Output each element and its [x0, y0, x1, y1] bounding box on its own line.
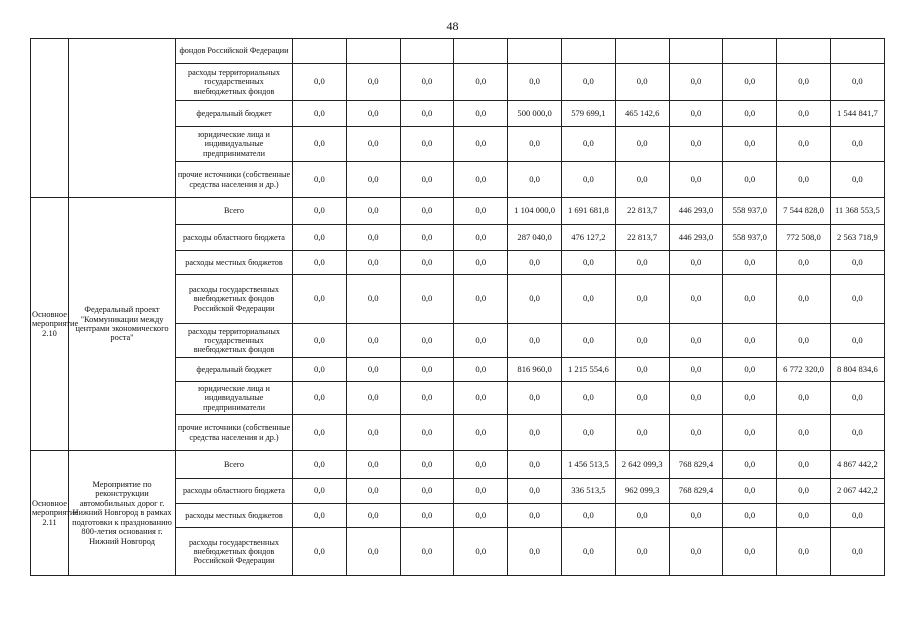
- value-cell: 579 699,1: [561, 101, 615, 127]
- funding-source-cell: расходы местных бюджетов: [176, 251, 293, 275]
- value-cell: 0,0: [830, 528, 884, 576]
- value-cell: 0,0: [293, 415, 347, 451]
- funding-source-cell: федеральный бюджет: [176, 101, 293, 127]
- value-cell: 558 937,0: [723, 198, 777, 225]
- value-cell: 0,0: [293, 251, 347, 275]
- project-name-cell: Мероприятие по реконструкции автомобильных дорог г. Нижний Новгород в рамках подготовки к празднованию 800-летия основания г. Нижний Новгород: [69, 451, 176, 576]
- value-cell: 500 000,0: [508, 101, 562, 127]
- value-cell: 0,0: [346, 275, 400, 324]
- value-cell: 0,0: [561, 415, 615, 451]
- value-cell: [508, 39, 562, 64]
- value-cell: 465 142,6: [615, 101, 669, 127]
- budget-table: [30, 38, 885, 576]
- value-cell: 0,0: [508, 162, 562, 198]
- value-cell: 0,0: [615, 162, 669, 198]
- value-cell: 0,0: [293, 324, 347, 358]
- value-cell: 0,0: [777, 415, 831, 451]
- value-cell: 0,0: [346, 358, 400, 382]
- value-cell: 0,0: [561, 127, 615, 162]
- value-cell: 0,0: [454, 504, 508, 528]
- event-cell: Основное мероприятие 2.11: [31, 451, 69, 576]
- value-cell: 0,0: [777, 275, 831, 324]
- value-cell: 0,0: [346, 162, 400, 198]
- value-cell: 0,0: [830, 127, 884, 162]
- value-cell: 0,0: [615, 275, 669, 324]
- value-cell: 0,0: [830, 275, 884, 324]
- table-row: [31, 39, 885, 64]
- value-cell: 0,0: [508, 479, 562, 504]
- value-cell: 0,0: [454, 382, 508, 415]
- value-cell: 0,0: [669, 528, 723, 576]
- value-cell: 0,0: [723, 415, 777, 451]
- value-cell: 0,0: [669, 358, 723, 382]
- value-cell: [777, 39, 831, 64]
- value-cell: 0,0: [293, 382, 347, 415]
- value-cell: 0,0: [669, 275, 723, 324]
- value-cell: 0,0: [723, 251, 777, 275]
- value-cell: 0,0: [669, 415, 723, 451]
- value-cell: 0,0: [346, 64, 400, 101]
- value-cell: 0,0: [669, 504, 723, 528]
- funding-source-cell: расходы территориальных государственных внебюджетных фондов: [176, 324, 293, 358]
- funding-source-cell: Всего: [176, 451, 293, 479]
- value-cell: 0,0: [454, 479, 508, 504]
- value-cell: 0,0: [615, 415, 669, 451]
- value-cell: [669, 39, 723, 64]
- value-cell: 0,0: [830, 64, 884, 101]
- value-cell: 7 544 828,0: [777, 198, 831, 225]
- funding-source-cell: расходы территориальных государственных внебюджетных фондов: [176, 64, 293, 101]
- value-cell: 0,0: [400, 528, 454, 576]
- value-cell: 0,0: [346, 198, 400, 225]
- funding-source-cell: юридические лица и индивидуальные предприниматели: [176, 382, 293, 415]
- value-cell: 0,0: [508, 504, 562, 528]
- value-cell: 0,0: [723, 324, 777, 358]
- value-cell: 0,0: [454, 127, 508, 162]
- value-cell: 0,0: [454, 451, 508, 479]
- value-cell: 0,0: [669, 324, 723, 358]
- value-cell: 0,0: [615, 528, 669, 576]
- funding-source-cell: Всего: [176, 198, 293, 225]
- value-cell: 0,0: [615, 358, 669, 382]
- value-cell: [615, 39, 669, 64]
- value-cell: 0,0: [346, 251, 400, 275]
- value-cell: 2 067 442,2: [830, 479, 884, 504]
- value-cell: 0,0: [777, 528, 831, 576]
- value-cell: 0,0: [723, 451, 777, 479]
- value-cell: 0,0: [346, 127, 400, 162]
- value-cell: 0,0: [723, 162, 777, 198]
- value-cell: 0,0: [508, 251, 562, 275]
- funding-source-cell: юридические лица и индивидуальные предприниматели: [176, 127, 293, 162]
- value-cell: 0,0: [669, 64, 723, 101]
- value-cell: 1 691 681,8: [561, 198, 615, 225]
- value-cell: 0,0: [454, 225, 508, 251]
- value-cell: 0,0: [777, 451, 831, 479]
- funding-source-cell: расходы государственных внебюджетных фондов Российской Федерации: [176, 528, 293, 576]
- funding-source-cell: федеральный бюджет: [176, 358, 293, 382]
- value-cell: 0,0: [346, 528, 400, 576]
- value-cell: 0,0: [454, 324, 508, 358]
- value-cell: 0,0: [777, 64, 831, 101]
- value-cell: 0,0: [508, 415, 562, 451]
- value-cell: 0,0: [454, 275, 508, 324]
- value-cell: 22 813,7: [615, 198, 669, 225]
- value-cell: [830, 39, 884, 64]
- value-cell: 8 804 834,6: [830, 358, 884, 382]
- value-cell: 0,0: [830, 162, 884, 198]
- value-cell: 0,0: [508, 64, 562, 101]
- value-cell: 0,0: [293, 198, 347, 225]
- value-cell: 0,0: [777, 324, 831, 358]
- value-cell: [293, 39, 347, 64]
- value-cell: 0,0: [615, 64, 669, 101]
- value-cell: 0,0: [777, 382, 831, 415]
- value-cell: 1 456 513,5: [561, 451, 615, 479]
- value-cell: 476 127,2: [561, 225, 615, 251]
- value-cell: 768 829,4: [669, 451, 723, 479]
- funding-source-cell: прочие источники (собственные средства населения и др.): [176, 162, 293, 198]
- value-cell: 4 867 442,2: [830, 451, 884, 479]
- value-cell: 0,0: [508, 382, 562, 415]
- value-cell: 0,0: [723, 358, 777, 382]
- value-cell: 0,0: [400, 415, 454, 451]
- value-cell: 0,0: [561, 251, 615, 275]
- value-cell: 0,0: [830, 504, 884, 528]
- value-cell: 0,0: [508, 275, 562, 324]
- value-cell: 0,0: [293, 358, 347, 382]
- funding-source-cell: расходы государственных внебюджетных фондов Российской Федерации: [176, 275, 293, 324]
- value-cell: 0,0: [723, 528, 777, 576]
- value-cell: 0,0: [669, 382, 723, 415]
- value-cell: 0,0: [400, 382, 454, 415]
- value-cell: 0,0: [561, 324, 615, 358]
- event-cell: [31, 39, 69, 198]
- value-cell: 0,0: [508, 127, 562, 162]
- value-cell: 0,0: [293, 162, 347, 198]
- value-cell: 0,0: [669, 251, 723, 275]
- value-cell: 0,0: [346, 101, 400, 127]
- value-cell: 0,0: [400, 225, 454, 251]
- table-row: [31, 198, 885, 225]
- value-cell: 0,0: [723, 64, 777, 101]
- value-cell: 0,0: [454, 415, 508, 451]
- value-cell: 0,0: [293, 225, 347, 251]
- value-cell: 0,0: [454, 251, 508, 275]
- value-cell: 0,0: [723, 127, 777, 162]
- value-cell: 0,0: [615, 324, 669, 358]
- value-cell: 11 368 553,5: [830, 198, 884, 225]
- value-cell: 0,0: [293, 127, 347, 162]
- funding-source-cell: расходы областного бюджета: [176, 479, 293, 504]
- value-cell: 0,0: [723, 479, 777, 504]
- value-cell: 0,0: [400, 64, 454, 101]
- value-cell: 1 215 554,6: [561, 358, 615, 382]
- value-cell: 22 813,7: [615, 225, 669, 251]
- value-cell: 0,0: [561, 504, 615, 528]
- value-cell: 0,0: [400, 101, 454, 127]
- value-cell: 0,0: [669, 127, 723, 162]
- value-cell: [561, 39, 615, 64]
- value-cell: 0,0: [669, 101, 723, 127]
- value-cell: 0,0: [454, 358, 508, 382]
- event-cell: Основное мероприятие 2.10: [31, 198, 69, 451]
- value-cell: [454, 39, 508, 64]
- value-cell: 0,0: [777, 162, 831, 198]
- value-cell: 0,0: [615, 504, 669, 528]
- value-cell: 0,0: [346, 225, 400, 251]
- funding-source-cell: фондов Российской Федерации: [176, 39, 293, 64]
- table-row: [31, 451, 885, 479]
- value-cell: 446 293,0: [669, 225, 723, 251]
- value-cell: 2 642 099,3: [615, 451, 669, 479]
- value-cell: 0,0: [777, 101, 831, 127]
- value-cell: 0,0: [293, 101, 347, 127]
- funding-source-cell: прочие источники (собственные средства населения и др.): [176, 415, 293, 451]
- page-number: 48: [446, 19, 459, 33]
- value-cell: 0,0: [508, 451, 562, 479]
- value-cell: 0,0: [777, 504, 831, 528]
- value-cell: 0,0: [830, 415, 884, 451]
- value-cell: 0,0: [777, 479, 831, 504]
- value-cell: 0,0: [400, 451, 454, 479]
- value-cell: 816 960,0: [508, 358, 562, 382]
- value-cell: 0,0: [454, 101, 508, 127]
- value-cell: 0,0: [346, 382, 400, 415]
- value-cell: [723, 39, 777, 64]
- funding-source-cell: расходы местных бюджетов: [176, 504, 293, 528]
- value-cell: 0,0: [346, 504, 400, 528]
- value-cell: 0,0: [830, 251, 884, 275]
- project-name-cell: [69, 39, 176, 198]
- value-cell: 6 772 320,0: [777, 358, 831, 382]
- value-cell: 0,0: [561, 64, 615, 101]
- value-cell: 768 829,4: [669, 479, 723, 504]
- value-cell: 0,0: [400, 198, 454, 225]
- value-cell: 0,0: [454, 162, 508, 198]
- value-cell: 0,0: [346, 451, 400, 479]
- value-cell: 446 293,0: [669, 198, 723, 225]
- value-cell: 0,0: [508, 324, 562, 358]
- value-cell: 0,0: [346, 479, 400, 504]
- value-cell: 0,0: [777, 251, 831, 275]
- project-name-cell: Федеральный проект "Коммуникации между центрами экономического роста": [69, 198, 176, 451]
- value-cell: 0,0: [615, 251, 669, 275]
- value-cell: 0,0: [293, 64, 347, 101]
- value-cell: 0,0: [723, 504, 777, 528]
- value-cell: 0,0: [400, 358, 454, 382]
- value-cell: 0,0: [400, 275, 454, 324]
- value-cell: 0,0: [615, 127, 669, 162]
- value-cell: 0,0: [561, 382, 615, 415]
- value-cell: 0,0: [454, 198, 508, 225]
- value-cell: 0,0: [830, 324, 884, 358]
- value-cell: 0,0: [777, 127, 831, 162]
- value-cell: 0,0: [454, 528, 508, 576]
- value-cell: 0,0: [400, 479, 454, 504]
- value-cell: 0,0: [293, 528, 347, 576]
- value-cell: 0,0: [293, 479, 347, 504]
- value-cell: 0,0: [508, 528, 562, 576]
- value-cell: 0,0: [615, 382, 669, 415]
- value-cell: 0,0: [293, 275, 347, 324]
- value-cell: 0,0: [400, 251, 454, 275]
- value-cell: 0,0: [400, 162, 454, 198]
- value-cell: [400, 39, 454, 64]
- value-cell: 0,0: [400, 504, 454, 528]
- funding-source-cell: расходы областного бюджета: [176, 225, 293, 251]
- value-cell: 0,0: [346, 324, 400, 358]
- value-cell: 2 563 718,9: [830, 225, 884, 251]
- value-cell: 336 513,5: [561, 479, 615, 504]
- value-cell: 772 508,0: [777, 225, 831, 251]
- value-cell: 0,0: [400, 324, 454, 358]
- value-cell: 0,0: [400, 127, 454, 162]
- value-cell: 0,0: [830, 382, 884, 415]
- value-cell: 0,0: [293, 504, 347, 528]
- value-cell: 0,0: [669, 162, 723, 198]
- value-cell: 0,0: [293, 451, 347, 479]
- value-cell: 0,0: [561, 275, 615, 324]
- value-cell: 558 937,0: [723, 225, 777, 251]
- value-cell: 287 040,0: [508, 225, 562, 251]
- value-cell: 0,0: [723, 101, 777, 127]
- value-cell: 0,0: [723, 382, 777, 415]
- value-cell: [346, 39, 400, 64]
- value-cell: 962 099,3: [615, 479, 669, 504]
- value-cell: 1 544 841,7: [830, 101, 884, 127]
- value-cell: 0,0: [561, 162, 615, 198]
- value-cell: 1 104 000,0: [508, 198, 562, 225]
- value-cell: 0,0: [346, 415, 400, 451]
- value-cell: 0,0: [561, 528, 615, 576]
- value-cell: 0,0: [723, 275, 777, 324]
- value-cell: 0,0: [454, 64, 508, 101]
